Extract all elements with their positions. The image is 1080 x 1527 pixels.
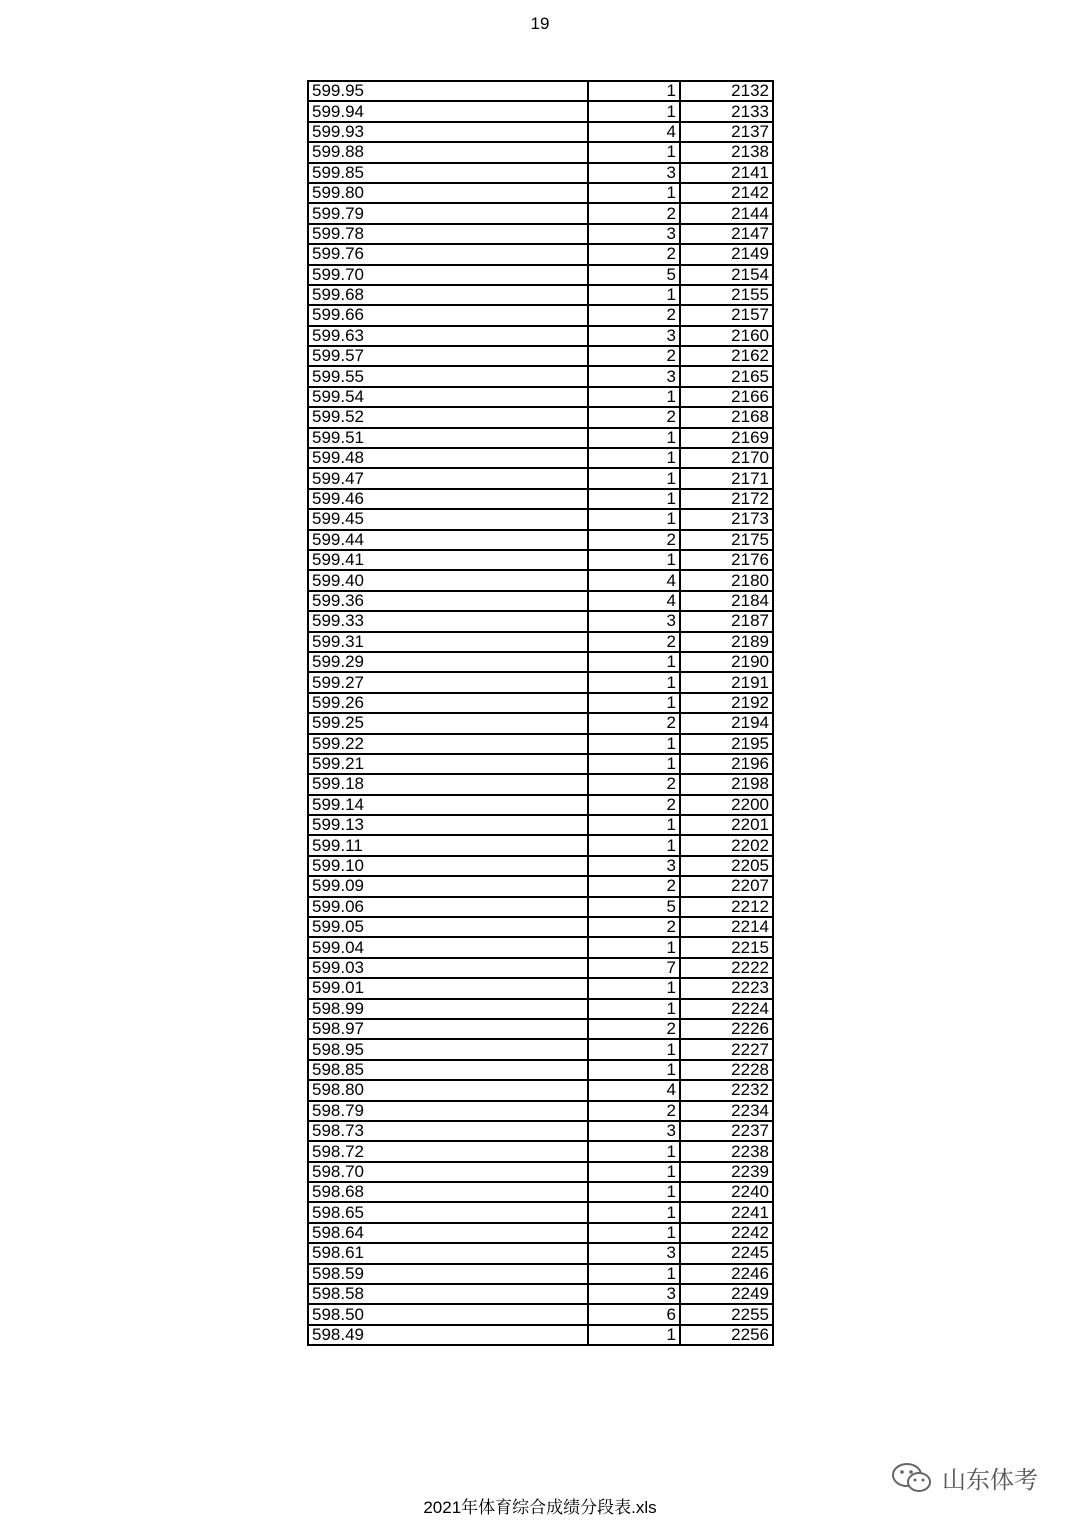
score-cell: 599.85 <box>308 163 588 183</box>
table-row <box>308 693 773 713</box>
cumulative-cell: 2141 <box>680 163 773 183</box>
score-cell: 598.72 <box>308 1141 588 1161</box>
count-cell: 7 <box>588 958 680 978</box>
table-row <box>308 407 773 427</box>
cumulative-cell: 2194 <box>680 713 773 733</box>
count-cell: 1 <box>588 835 680 855</box>
score-cell: 599.48 <box>308 448 588 468</box>
cumulative-cell: 2245 <box>680 1243 773 1263</box>
cumulative-cell: 2249 <box>680 1284 773 1304</box>
score-cell: 598.68 <box>308 1182 588 1202</box>
cumulative-cell: 2237 <box>680 1121 773 1141</box>
cumulative-cell: 2133 <box>680 101 773 121</box>
table-row <box>308 1019 773 1039</box>
cumulative-cell: 2171 <box>680 468 773 488</box>
score-cell: 599.13 <box>308 815 588 835</box>
cumulative-cell: 2214 <box>680 917 773 937</box>
table-row <box>308 754 773 774</box>
score-cell: 598.59 <box>308 1264 588 1284</box>
score-cell: 598.49 <box>308 1325 588 1345</box>
cumulative-cell: 2175 <box>680 530 773 550</box>
table-row <box>308 366 773 386</box>
count-cell: 2 <box>588 1101 680 1121</box>
score-cell: 599.93 <box>308 122 588 142</box>
cumulative-cell: 2255 <box>680 1304 773 1324</box>
count-cell: 1 <box>588 81 680 101</box>
count-cell: 3 <box>588 1243 680 1263</box>
count-cell: 2 <box>588 305 680 325</box>
table-row <box>308 1202 773 1222</box>
cumulative-cell: 2192 <box>680 693 773 713</box>
count-cell: 4 <box>588 591 680 611</box>
score-cell: 598.80 <box>308 1080 588 1100</box>
count-cell: 2 <box>588 713 680 733</box>
score-cell: 599.04 <box>308 937 588 957</box>
count-cell: 3 <box>588 366 680 386</box>
count-cell: 2 <box>588 1019 680 1039</box>
count-cell: 4 <box>588 1080 680 1100</box>
table-row <box>308 326 773 346</box>
table-row <box>308 856 773 876</box>
count-cell: 1 <box>588 937 680 957</box>
score-cell: 599.14 <box>308 795 588 815</box>
cumulative-cell: 2242 <box>680 1223 773 1243</box>
table-row <box>308 611 773 631</box>
cumulative-cell: 2187 <box>680 611 773 631</box>
table-row <box>308 1162 773 1182</box>
score-cell: 599.18 <box>308 774 588 794</box>
table-row <box>308 815 773 835</box>
count-cell: 4 <box>588 122 680 142</box>
count-cell: 1 <box>588 1162 680 1182</box>
cumulative-cell: 2191 <box>680 672 773 692</box>
cumulative-cell: 2168 <box>680 407 773 427</box>
score-cell: 598.97 <box>308 1019 588 1039</box>
count-cell: 2 <box>588 795 680 815</box>
score-cell: 598.61 <box>308 1243 588 1263</box>
score-cell: 599.36 <box>308 591 588 611</box>
score-cell: 599.63 <box>308 326 588 346</box>
count-cell: 1 <box>588 1223 680 1243</box>
table-row <box>308 958 773 978</box>
cumulative-cell: 2157 <box>680 305 773 325</box>
cumulative-cell: 2226 <box>680 1019 773 1039</box>
score-cell: 599.57 <box>308 346 588 366</box>
table-row <box>308 795 773 815</box>
cumulative-cell: 2195 <box>680 734 773 754</box>
cumulative-cell: 2132 <box>680 81 773 101</box>
table-row <box>308 876 773 896</box>
count-cell: 1 <box>588 1141 680 1161</box>
count-cell: 1 <box>588 468 680 488</box>
count-cell: 3 <box>588 1284 680 1304</box>
table-row <box>308 448 773 468</box>
count-cell: 1 <box>588 754 680 774</box>
score-cell: 599.66 <box>308 305 588 325</box>
score-cell: 598.85 <box>308 1060 588 1080</box>
count-cell: 1 <box>588 672 680 692</box>
watermark-text: 山东体考 <box>942 1466 1038 1494</box>
cumulative-cell: 2154 <box>680 265 773 285</box>
count-cell: 5 <box>588 897 680 917</box>
cumulative-cell: 2166 <box>680 387 773 407</box>
table-row <box>308 122 773 142</box>
count-cell: 2 <box>588 917 680 937</box>
count-cell: 6 <box>588 1304 680 1324</box>
score-cell: 599.70 <box>308 265 588 285</box>
score-cell: 599.31 <box>308 632 588 652</box>
table-row <box>308 1121 773 1141</box>
table-row <box>308 1325 773 1345</box>
table-row <box>308 570 773 590</box>
count-cell: 1 <box>588 387 680 407</box>
count-cell: 3 <box>588 611 680 631</box>
table-row <box>308 774 773 794</box>
footer-filename: 2021年体育综合成绩分段表.xls <box>423 1498 657 1517</box>
cumulative-cell: 2149 <box>680 244 773 264</box>
count-cell: 3 <box>588 163 680 183</box>
cumulative-cell: 2224 <box>680 999 773 1019</box>
count-cell: 1 <box>588 978 680 998</box>
cumulative-cell: 2207 <box>680 876 773 896</box>
cumulative-cell: 2196 <box>680 754 773 774</box>
table-row <box>308 999 773 1019</box>
score-cell: 599.76 <box>308 244 588 264</box>
count-cell: 1 <box>588 652 680 672</box>
table-row <box>308 101 773 121</box>
count-cell: 2 <box>588 407 680 427</box>
cumulative-cell: 2162 <box>680 346 773 366</box>
table-row <box>308 428 773 448</box>
score-cell: 599.54 <box>308 387 588 407</box>
cumulative-cell: 2142 <box>680 183 773 203</box>
count-cell: 1 <box>588 183 680 203</box>
count-cell: 1 <box>588 448 680 468</box>
count-cell: 5 <box>588 265 680 285</box>
score-cell: 599.33 <box>308 611 588 631</box>
count-cell: 1 <box>588 1202 680 1222</box>
table-row <box>308 509 773 529</box>
count-cell: 1 <box>588 428 680 448</box>
score-cell: 598.73 <box>308 1121 588 1141</box>
score-cell: 599.79 <box>308 203 588 223</box>
cumulative-cell: 2246 <box>680 1264 773 1284</box>
table-row <box>308 1101 773 1121</box>
table-row <box>308 142 773 162</box>
score-cell: 599.27 <box>308 672 588 692</box>
cumulative-cell: 2172 <box>680 489 773 509</box>
score-cell: 599.78 <box>308 224 588 244</box>
table-row <box>308 672 773 692</box>
table-row <box>308 1080 773 1100</box>
count-cell: 1 <box>588 734 680 754</box>
table-row <box>308 285 773 305</box>
cumulative-cell: 2212 <box>680 897 773 917</box>
table-row <box>308 550 773 570</box>
cumulative-cell: 2144 <box>680 203 773 223</box>
score-cell: 599.11 <box>308 835 588 855</box>
count-cell: 3 <box>588 224 680 244</box>
table-row <box>308 1284 773 1304</box>
score-cell: 599.45 <box>308 509 588 529</box>
cumulative-cell: 2234 <box>680 1101 773 1121</box>
watermark <box>890 1460 1038 1495</box>
count-cell: 2 <box>588 346 680 366</box>
count-cell: 2 <box>588 244 680 264</box>
table-row <box>308 81 773 101</box>
score-cell: 599.52 <box>308 407 588 427</box>
cumulative-cell: 2232 <box>680 1080 773 1100</box>
table-row <box>308 203 773 223</box>
table-row <box>308 1223 773 1243</box>
count-cell: 2 <box>588 632 680 652</box>
score-cell: 598.99 <box>308 999 588 1019</box>
score-cell: 599.94 <box>308 101 588 121</box>
cumulative-cell: 2215 <box>680 937 773 957</box>
score-cell: 599.29 <box>308 652 588 672</box>
table-row <box>308 937 773 957</box>
table-row <box>308 1039 773 1059</box>
count-cell: 1 <box>588 489 680 509</box>
table-row <box>308 734 773 754</box>
count-cell: 4 <box>588 570 680 590</box>
count-cell: 2 <box>588 876 680 896</box>
table-row <box>308 265 773 285</box>
table-row <box>308 468 773 488</box>
wechat-icon <box>890 1461 934 1495</box>
score-cell: 599.55 <box>308 366 588 386</box>
score-cell: 599.01 <box>308 978 588 998</box>
table-row <box>308 978 773 998</box>
table-row <box>308 163 773 183</box>
table-row <box>308 835 773 855</box>
cumulative-cell: 2138 <box>680 142 773 162</box>
table-row <box>308 489 773 509</box>
count-cell: 2 <box>588 530 680 550</box>
score-cell: 599.88 <box>308 142 588 162</box>
cumulative-cell: 2190 <box>680 652 773 672</box>
score-cell: 599.05 <box>308 917 588 937</box>
score-cell: 599.06 <box>308 897 588 917</box>
count-cell: 1 <box>588 1039 680 1059</box>
cumulative-cell: 2238 <box>680 1141 773 1161</box>
cumulative-cell: 2165 <box>680 366 773 386</box>
cumulative-cell: 2256 <box>680 1325 773 1345</box>
table-row <box>308 183 773 203</box>
count-cell: 1 <box>588 509 680 529</box>
count-cell: 1 <box>588 101 680 121</box>
score-cell: 598.65 <box>308 1202 588 1222</box>
table-row <box>308 1141 773 1161</box>
score-cell: 598.79 <box>308 1101 588 1121</box>
cumulative-cell: 2240 <box>680 1182 773 1202</box>
cumulative-cell: 2147 <box>680 224 773 244</box>
table-body <box>308 81 773 1345</box>
table-row <box>308 632 773 652</box>
count-cell: 1 <box>588 550 680 570</box>
cumulative-cell: 2160 <box>680 326 773 346</box>
score-cell: 599.51 <box>308 428 588 448</box>
count-cell: 1 <box>588 1182 680 1202</box>
count-cell: 1 <box>588 285 680 305</box>
cumulative-cell: 2202 <box>680 835 773 855</box>
score-cell: 599.25 <box>308 713 588 733</box>
cumulative-cell: 2189 <box>680 632 773 652</box>
cumulative-cell: 2176 <box>680 550 773 570</box>
cumulative-cell: 2169 <box>680 428 773 448</box>
cumulative-cell: 2228 <box>680 1060 773 1080</box>
cumulative-cell: 2201 <box>680 815 773 835</box>
table-row <box>308 1182 773 1202</box>
cumulative-cell: 2184 <box>680 591 773 611</box>
table-row <box>308 917 773 937</box>
score-cell: 599.40 <box>308 570 588 590</box>
table-row <box>308 652 773 672</box>
cumulative-cell: 2222 <box>680 958 773 978</box>
score-cell: 599.46 <box>308 489 588 509</box>
cumulative-cell: 2137 <box>680 122 773 142</box>
score-cell: 599.41 <box>308 550 588 570</box>
cumulative-cell: 2223 <box>680 978 773 998</box>
table-row <box>308 387 773 407</box>
page-number: 19 <box>530 14 550 33</box>
score-cell: 598.64 <box>308 1223 588 1243</box>
score-cell: 599.26 <box>308 693 588 713</box>
table-row <box>308 1243 773 1263</box>
cumulative-cell: 2200 <box>680 795 773 815</box>
table-row <box>308 1264 773 1284</box>
score-cell: 599.21 <box>308 754 588 774</box>
score-cell: 599.47 <box>308 468 588 488</box>
cumulative-cell: 2170 <box>680 448 773 468</box>
score-cell: 599.09 <box>308 876 588 896</box>
table-row <box>308 713 773 733</box>
score-cell: 599.22 <box>308 734 588 754</box>
count-cell: 3 <box>588 326 680 346</box>
table-row <box>308 1304 773 1324</box>
count-cell: 1 <box>588 693 680 713</box>
cumulative-cell: 2239 <box>680 1162 773 1182</box>
count-cell: 1 <box>588 999 680 1019</box>
cumulative-cell: 2180 <box>680 570 773 590</box>
cumulative-cell: 2241 <box>680 1202 773 1222</box>
table-row <box>308 1060 773 1080</box>
score-cell: 599.44 <box>308 530 588 550</box>
table-row <box>308 346 773 366</box>
table-row <box>308 530 773 550</box>
score-cell: 598.95 <box>308 1039 588 1059</box>
table-row <box>308 591 773 611</box>
score-cell: 599.80 <box>308 183 588 203</box>
cumulative-cell: 2173 <box>680 509 773 529</box>
count-cell: 1 <box>588 1264 680 1284</box>
table-row <box>308 244 773 264</box>
count-cell: 3 <box>588 1121 680 1141</box>
score-cell: 599.68 <box>308 285 588 305</box>
score-cell: 599.10 <box>308 856 588 876</box>
score-distribution-table <box>307 80 774 1346</box>
cumulative-cell: 2155 <box>680 285 773 305</box>
count-cell: 2 <box>588 203 680 223</box>
count-cell: 2 <box>588 774 680 794</box>
score-cell: 599.03 <box>308 958 588 978</box>
count-cell: 1 <box>588 1325 680 1345</box>
score-cell: 599.95 <box>308 81 588 101</box>
cumulative-cell: 2227 <box>680 1039 773 1059</box>
score-cell: 598.58 <box>308 1284 588 1304</box>
count-cell: 3 <box>588 856 680 876</box>
score-cell: 598.50 <box>308 1304 588 1324</box>
count-cell: 1 <box>588 142 680 162</box>
count-cell: 1 <box>588 815 680 835</box>
count-cell: 1 <box>588 1060 680 1080</box>
table-row <box>308 305 773 325</box>
cumulative-cell: 2198 <box>680 774 773 794</box>
cumulative-cell: 2205 <box>680 856 773 876</box>
score-cell: 598.70 <box>308 1162 588 1182</box>
table-row <box>308 897 773 917</box>
table-row <box>308 224 773 244</box>
